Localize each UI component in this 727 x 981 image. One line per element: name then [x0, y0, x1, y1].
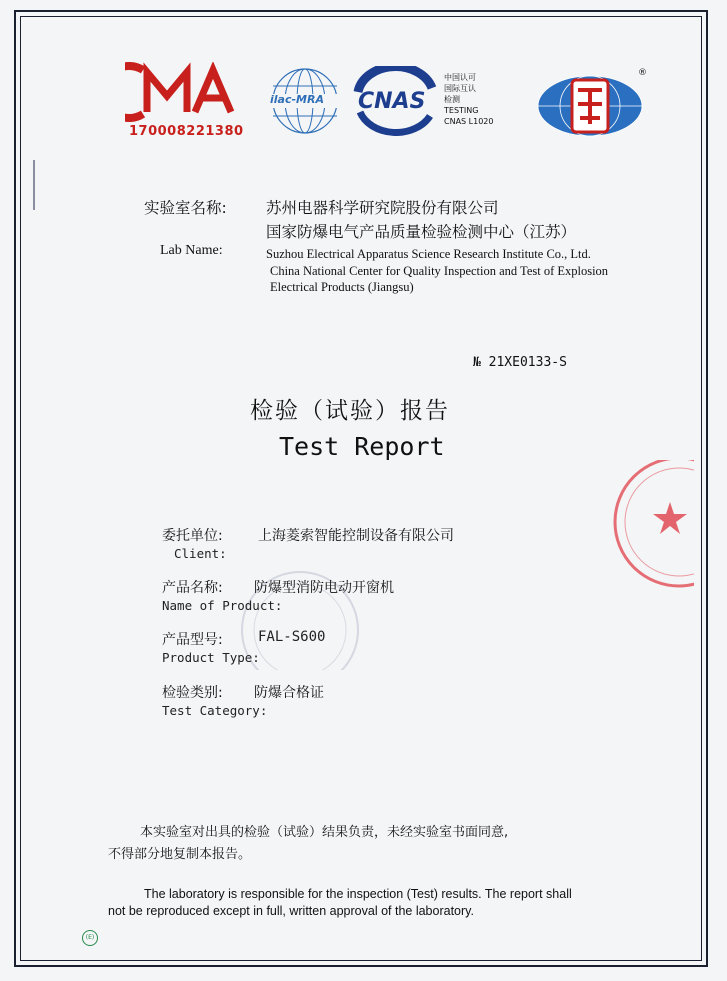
ilac-mra-logo	[266, 66, 344, 136]
report-title-cn: 检验（试验）报告	[250, 398, 450, 424]
cnas-cert-text	[444, 72, 493, 127]
product-type-label-en: Product Type:	[162, 650, 260, 665]
client-label-en: Client:	[174, 546, 227, 561]
cma-logo-graphic	[125, 62, 245, 122]
product-type-value: FAL-S600	[258, 629, 326, 645]
cert-line: 中国认可	[444, 73, 476, 82]
cma-number: 170008221380	[129, 124, 244, 139]
test-category-label-en: Test Category:	[162, 703, 268, 718]
lab-name-en-2: China National Center for Quality Inspection and Test of Explosion	[270, 264, 609, 278]
lab-label-en: Lab Name:	[160, 243, 223, 258]
notice-en-1: The laboratory is responsible for the inspection (Test) results. The report shall	[144, 887, 572, 901]
notice-cn-2: 不得部分地复制本报告。	[108, 847, 252, 862]
lab-label-cn: 实验室名称:	[144, 199, 227, 217]
product-name-value: 防爆型消防电动开窗机	[254, 580, 394, 596]
globe-icon	[532, 70, 652, 140]
product-name-label-en: Name of Product:	[162, 598, 283, 613]
report-title-en: Test Report	[279, 432, 445, 461]
client-label-cn: 委托单位:	[162, 528, 223, 544]
lab-name-en-1: Suzhou Electrical Apparatus Science Research Institute Co., Ltd.	[266, 247, 591, 261]
registered-mark: ®	[638, 68, 647, 78]
lab-name-en-3: Electrical Products (Jiangsu)	[270, 280, 414, 294]
company-seal	[604, 460, 694, 590]
inner-border	[20, 16, 702, 961]
seal-graphic	[604, 460, 694, 590]
cert-line: 检测	[444, 95, 460, 104]
cma-logo	[125, 62, 245, 142]
notice-en-2: not be reproduced except in full, written approval of the laboratory.	[108, 904, 474, 918]
lab-name-cn-1: 苏州电器科学研究院股份有限公司	[266, 199, 499, 217]
product-type-label-cn: 产品型号:	[162, 632, 223, 648]
cert-line: TESTING	[444, 106, 479, 115]
client-value: 上海菱索智能控制设备有限公司	[258, 528, 454, 544]
test-category-label-cn: 检验类别:	[162, 685, 223, 701]
cnas-logo	[350, 66, 440, 136]
margin-mark	[33, 160, 35, 210]
footer-mark	[82, 930, 98, 946]
globe-logo	[532, 70, 652, 140]
footer-mark-text: (E)	[85, 934, 95, 941]
cert-line: CNAS L1020	[444, 117, 494, 126]
test-category-value: 防爆合格证	[254, 685, 324, 701]
ilac-label: ilac-MRA	[270, 93, 324, 106]
notice-cn-1: 本实验室对出具的检验（试验）结果负责，未经实验室书面同意,	[140, 825, 509, 840]
cert-line: 国际互认	[444, 84, 476, 93]
cnas-label: CNAS	[358, 89, 426, 114]
lab-name-cn-2: 国家防爆电气产品质量检验检测中心（江苏）	[266, 223, 577, 241]
product-name-label-cn: 产品名称:	[162, 580, 223, 596]
report-number: № 21XE0133-S	[473, 355, 567, 370]
